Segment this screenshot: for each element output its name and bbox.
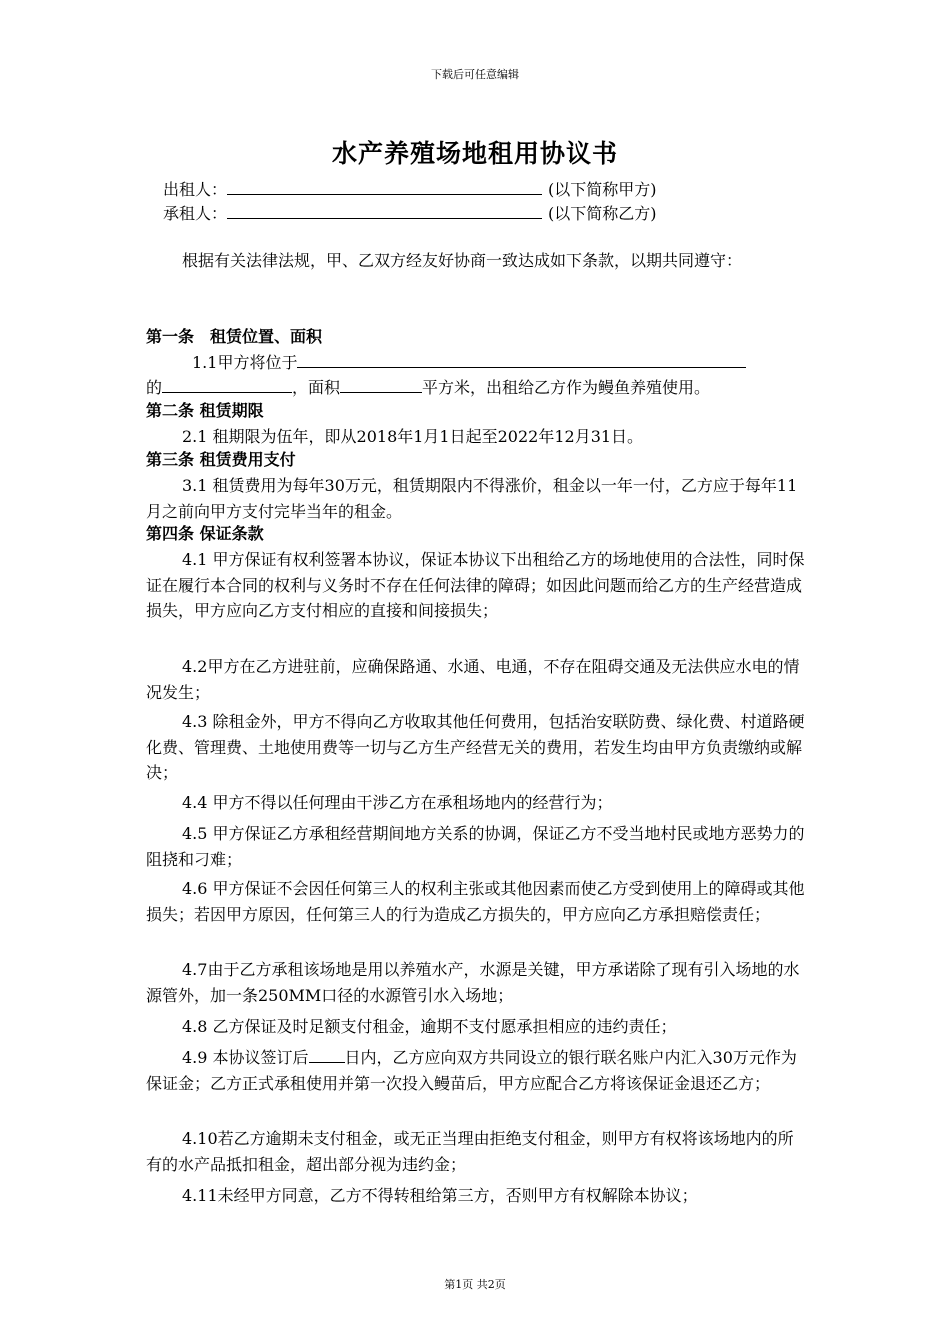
lessee-blank xyxy=(227,201,542,219)
clause-4-8: 4.8 乙方保证及时足额支付租金，逾期不支付愿承担相应的违约责任； xyxy=(182,1017,677,1036)
clause-1-1-text: 1.1甲方将位于 xyxy=(192,353,298,372)
place-blank xyxy=(162,375,292,393)
page-footer: 第1页 共2页 xyxy=(444,1278,506,1291)
clause-4-1: 4.1 甲方保证有权利签署本协议，保证本协议下出租给乙方的场地使用的合法性，同时保证在履行本合同的权利与义务时不存在任何法律的障碍；如因此问题而给乙方的生产经营造成损失，甲方应向乙方支付相应的直接和间接损失； xyxy=(146,550,805,620)
article-2-heading: 第二条 租赁期限 xyxy=(146,401,264,420)
preamble: 根据有关法律法规，甲、乙双方经友好协商一致达成如下条款，以期共同遵守： xyxy=(182,251,743,270)
clause-4-2: 4.2甲方在乙方进驻前，应确保路通、水通、电通，不存在阻碍交通及无法供应水电的情况发生； xyxy=(146,657,800,702)
clause-4-5: 4.5 甲方保证乙方承租经营期间地方关系的协调，保证乙方不受当地村民或地方恶势力的阻挠和刁难； xyxy=(146,824,805,869)
clause-4-4: 4.4 甲方不得以任何理由干涉乙方在承租场地内的经营行为； xyxy=(182,793,613,812)
lessee-label: 承租人： xyxy=(163,204,228,223)
clause-3-1: 3.1 租赁费用为每年30万元，租赁期限内不得涨价，租金以一年一付，乙方应于每年11月之前向甲方支付完毕当年的租金。 xyxy=(146,476,798,521)
document-title: 水产养殖场地租用协议书 xyxy=(331,139,618,168)
article-1-line-1 xyxy=(192,350,746,372)
clause-4-3: 4.3 除租金外，甲方不得向乙方收取其他任何费用，包括治安联防费、绿化费、村道路硬化费、管理费、土地使用费等一切与乙方生产经营无关的费用，若发生均由甲方负责缴纳或解决； xyxy=(146,712,805,782)
clause-4-6: 4.6 甲方保证不会因任何第三人的权利主张或其他因素而使乙方受到使用上的障碍或其他损失；若因甲方原因，任何第三人的行为造成乙方损失的，甲方应向乙方承担赔偿责任； xyxy=(146,879,805,924)
page-header: 下载后可任意编辑 xyxy=(431,68,519,81)
area-blank xyxy=(340,375,422,393)
lessee-suffix: (以下简称乙方) xyxy=(548,204,657,223)
clause-4-9-start: 4.9 本协议签订后 xyxy=(182,1048,309,1067)
clause-4-9-rest: 日内，乙方应向双方共同设立的银行联名账户内汇入30万元作为保证金；乙方正式承租使用并第一次投入鳗苗后，甲方应配合乙方将该保证金退还乙方； xyxy=(146,1048,797,1093)
lessor-label: 出租人： xyxy=(163,180,228,199)
clause-4-9 xyxy=(146,1045,808,1096)
location-blank xyxy=(297,350,746,368)
clause-2-1: 2.1 租期限为伍年，即从2018年1月1日起至2022年12月31日。 xyxy=(182,427,644,446)
days-blank xyxy=(309,1045,345,1063)
clause-4-11: 4.11未经甲方同意，乙方不得转租给第三方，否则甲方有权解除本协议； xyxy=(182,1186,698,1205)
clause-4-7: 4.7由于乙方承租该场地是用以养殖水产，水源是关键，甲方承诺除了现有引入场地的水源管外，加一条250MM口径的水源管引水入场地； xyxy=(146,960,800,1005)
clause-4-10: 4.10若乙方逾期未支付租金，或无正当理由拒绝支付租金，则甲方有权将该场地内的所有的水产品抵扣租金，超出部分视为违约金； xyxy=(146,1129,794,1174)
clause-1-1-de: 的 xyxy=(146,378,163,397)
lessor-suffix: (以下简称甲方) xyxy=(548,180,657,199)
article-1-line-2 xyxy=(146,375,710,397)
lessee-line xyxy=(163,201,657,223)
clause-1-1-area-label: ，面积 xyxy=(292,378,341,397)
lessor-line xyxy=(163,177,657,199)
article-4-heading: 第四条 保证条款 xyxy=(146,524,264,543)
article-3-heading: 第三条 租赁费用支付 xyxy=(146,450,296,469)
lessor-blank xyxy=(227,177,542,195)
clause-1-1-purpose: 平方米，出租给乙方作为鳗鱼养殖使用。 xyxy=(422,378,711,397)
article-1-heading: 第一条 租赁位置、面积 xyxy=(146,327,323,346)
